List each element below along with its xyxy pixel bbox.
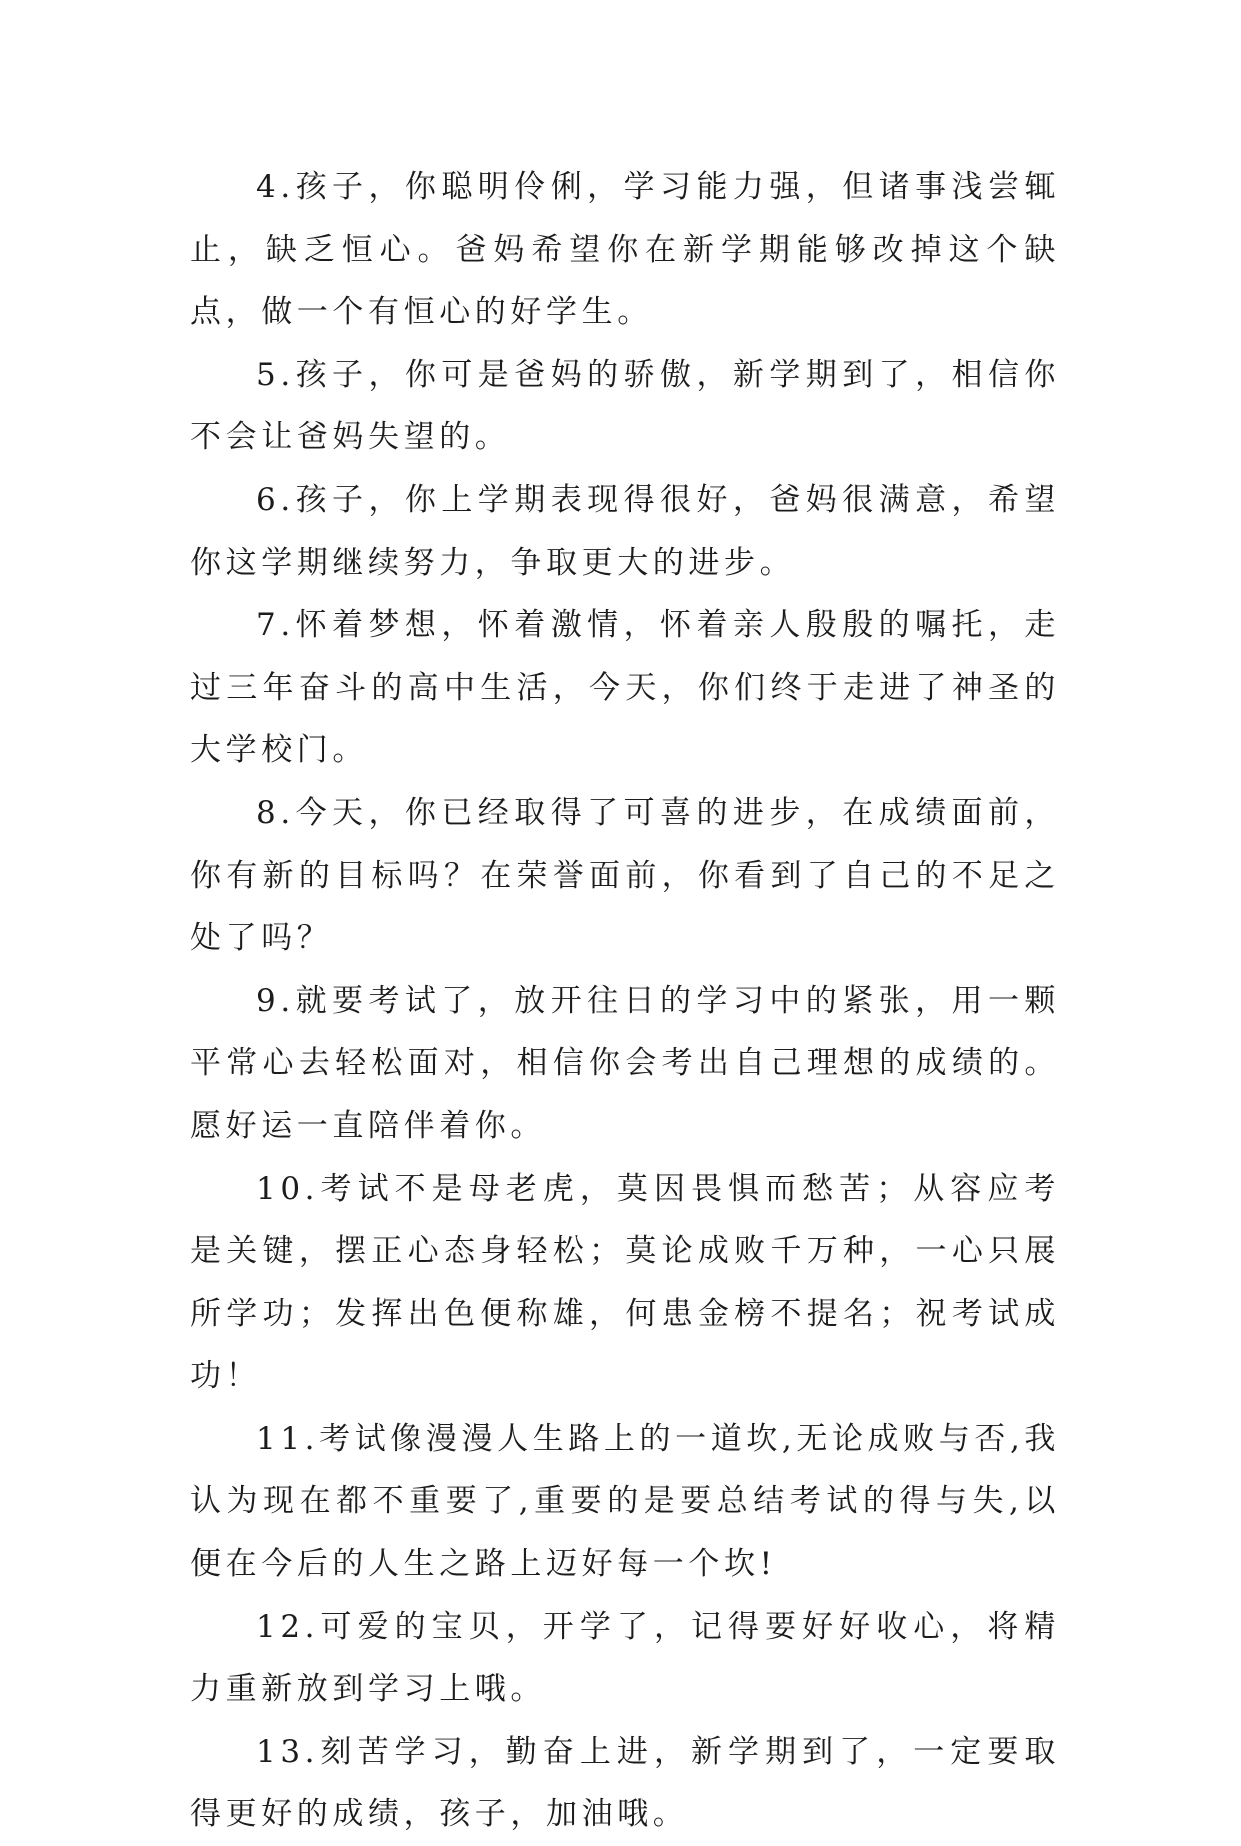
document-body <box>190 156 1060 1846</box>
paragraph-10: 10.考试不是母老虎，莫因畏惧而愁苦；从容应考是关键，摆正心态身轻松；莫论成败千万种，一心只展所学功；发挥出色便称雄，何患金榜不提名；祝考试成功！ <box>190 1170 1060 1395</box>
paragraph-4: 4.孩子，你聪明伶俐，学习能力强，但诸事浅尝辄止，缺乏恒心。爸妈希望你在新学期能够改掉这个缺点，做一个有恒心的好学生。 <box>190 169 1060 331</box>
paragraph-7: 7.怀着梦想，怀着激情，怀着亲人殷殷的嘱托，走过三年奋斗的高中生活，今天，你们终于走进了神圣的大学校门。 <box>190 607 1060 769</box>
paragraph-8: 8.今天，你已经取得了可喜的进步，在成绩面前，你有新的目标吗？在荣誉面前，你看到了自己的不足之处了吗？ <box>190 794 1060 957</box>
paragraph-12: 12.可爱的宝贝，开学了，记得要好好收心，将精力重新放到学习上哦。 <box>190 1608 1060 1708</box>
paragraph-9: 9.就要考试了，放开往日的学习中的紧张，用一颗平常心去轻松面对，相信你会考出自己理想的成绩的。愿好运一直陪伴着你。 <box>190 982 1060 1144</box>
paragraph-13: 13.刻苦学习，勤奋上进，新学期到了，一定要取得更好的成绩，孩子，加油哦。 <box>190 1733 1060 1833</box>
paragraph-11: 11.考试像漫漫人生路上的一道坎,无论成败与否,我认为现在都不重要了,重要的是要总结考试的得与失,以便在今后的人生之路上迈好每一个坎! <box>190 1420 1061 1583</box>
paragraph-6: 6.孩子，你上学期表现得很好，爸妈很满意，希望你这学期继续努力，争取更大的进步。 <box>190 481 1060 581</box>
paragraph-5: 5.孩子，你可是爸妈的骄傲，新学期到了，相信你不会让爸妈失望的。 <box>190 356 1060 456</box>
